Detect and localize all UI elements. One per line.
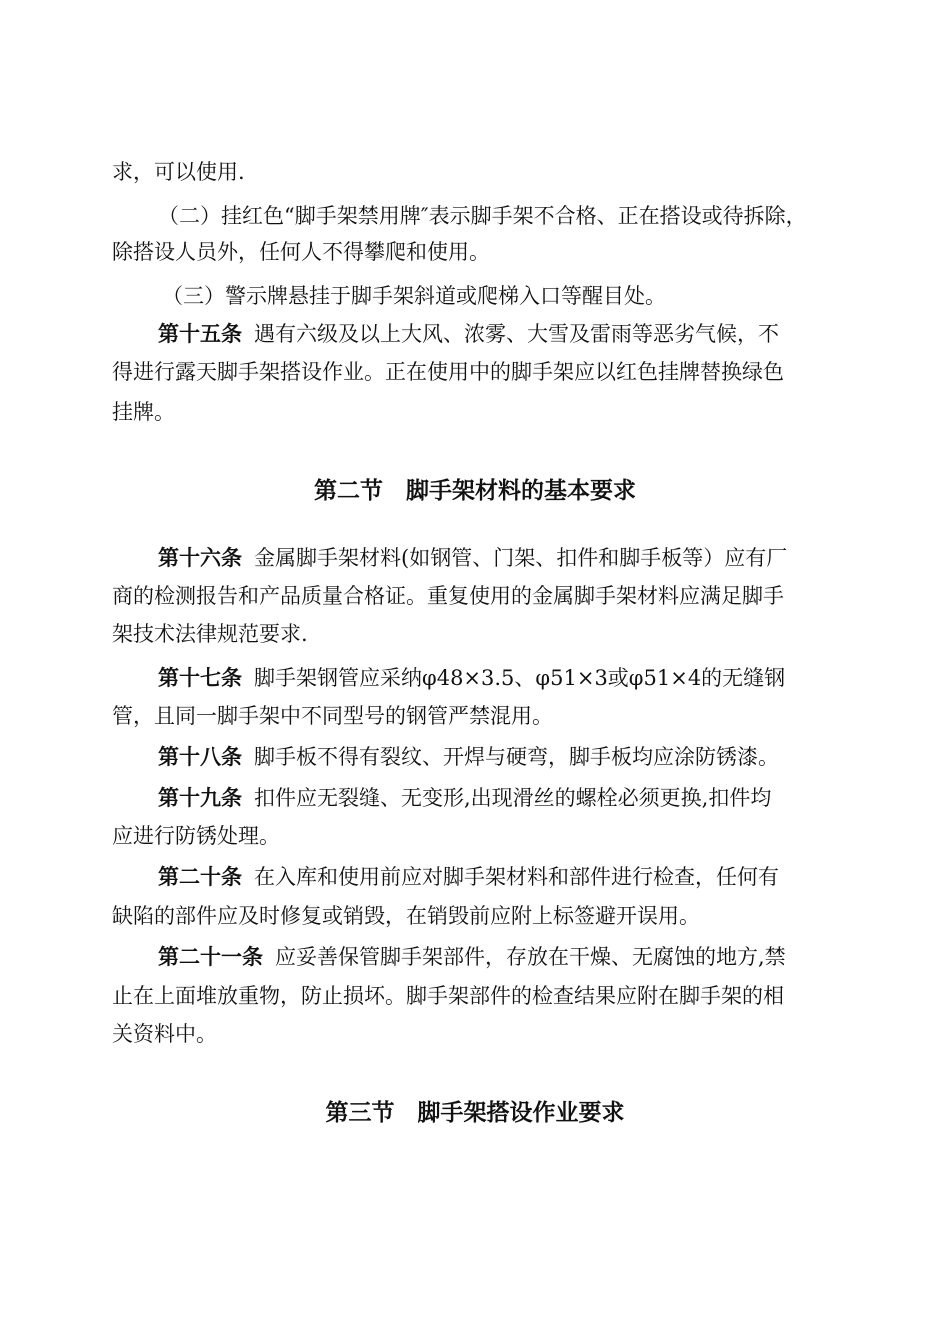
article-text: 脚手板不得有裂纹、开焊与硬弯，脚手板均应涂防锈漆。 [254,745,779,769]
article-label: 第二十一条 [158,945,263,969]
article-21 [158,943,786,971]
article-text: 脚手架钢管应采纳φ48×3.5、φ51×3或φ51×4的无缝钢 [254,666,786,690]
paragraph-line: 管，且同一脚手架中不同型号的钢管严禁混用。 [112,704,553,728]
section-heading: 第三节 脚手架搭设作业要求 [325,1100,625,1126]
paragraph-line: 求，可以使用. [112,160,245,184]
paragraph-line: 得进行露天脚手架搭设作业。正在使用中的脚手架应以红色挂牌替换绿色 [112,360,784,384]
paragraph-line: 关资料中。 [112,1022,217,1046]
article-text: 金属脚手架材料(如钢管、门架、扣件和脚手板等）应有厂 [254,546,788,570]
article-label: 第十六条 [158,546,242,570]
article-15 [158,320,779,348]
article-label: 第十八条 [158,745,242,769]
article-20 [158,863,779,891]
article-text: 在入库和使用前应对脚手架材料和部件进行检查，任何有 [254,865,779,889]
article-text: 扣件应无裂缝、无变形,出现滑丝的螺栓必须更换,扣件均 [254,786,772,810]
paragraph-line: 止在上面堆放重物，防止损坏。脚手架部件的检查结果应附在脚手架的相 [112,984,784,1008]
article-text: 遇有六级及以上大风、浓雾、大雪及雷雨等恶劣气候，不 [254,322,779,346]
paragraph-line: 架技术法律规范要求. [112,622,308,646]
paragraph-line: 应进行防锈处理。 [112,824,280,848]
article-17 [158,664,785,692]
paragraph-line: （二）挂红色“脚手架禁用牌″表示脚手架不合格、正在搭设或待拆除， [158,204,807,228]
paragraph-line: 除搭设人员外，任何人不得攀爬和使用。 [112,240,490,264]
article-label: 第十七条 [158,666,242,690]
paragraph-line: 缺陷的部件应及时修复或销毁，在销毁前应附上标签避开误用。 [112,904,700,928]
paragraph-line: 商的检测报告和产品质量合格证。重复使用的金属脚手架材料应满足脚手 [112,584,784,608]
article-label: 第十九条 [158,786,242,810]
paragraph-line: （三）警示牌悬挂于脚手架斜道或爬梯入口等醒目处。 [162,284,666,308]
article-16 [158,544,787,572]
article-label: 第二十条 [158,865,242,889]
article-text: 应妥善保管脚手架部件，存放在干燥、无腐蚀的地方,禁 [275,945,786,969]
article-label: 第十五条 [158,322,242,346]
paragraph-line: 挂牌。 [112,400,175,424]
article-18 [158,743,779,771]
article-19 [158,784,771,812]
section-heading: 第二节 脚手架材料的基本要求 [314,478,636,504]
